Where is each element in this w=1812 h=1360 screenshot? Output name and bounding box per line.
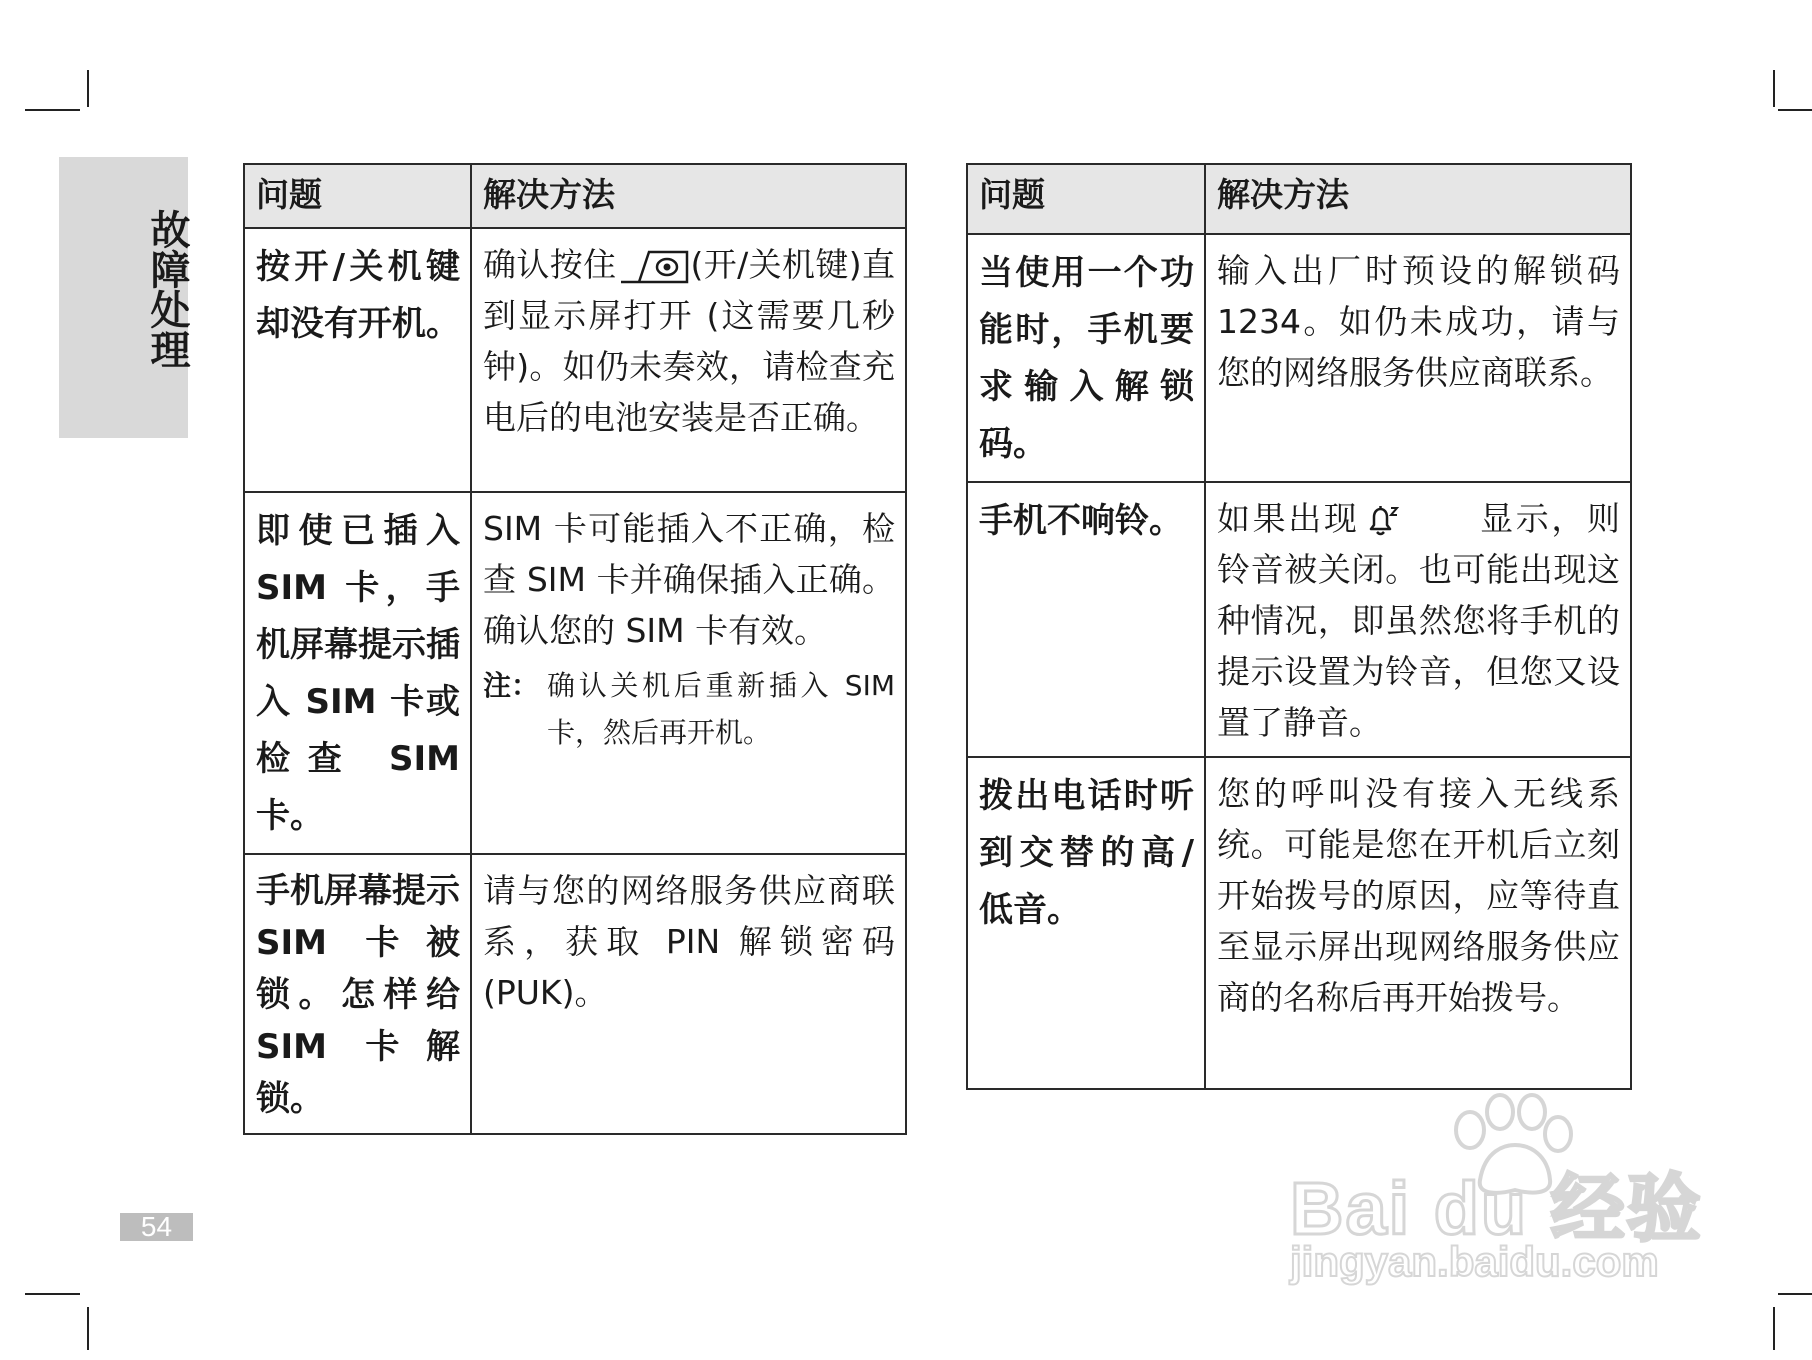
- solution-text: 显示，则铃音被关闭。也可能出现这种情况，即虽然您将手机的提示设置为铃音，但您又设置了静音。: [1217, 499, 1620, 742]
- note-text: 确认关机后重新插入 SIM 卡，然后再开机。: [547, 669, 895, 749]
- crop-mark: [25, 1293, 80, 1295]
- crop-mark: [1773, 1307, 1775, 1350]
- solution-cell: [471, 492, 906, 854]
- column-header-problem: 问题: [244, 164, 471, 228]
- column-header-problem: 问题: [967, 164, 1205, 234]
- table-row: [967, 482, 1631, 757]
- crop-mark: [87, 70, 89, 107]
- crop-mark: [1773, 70, 1775, 107]
- baidu-watermark: [1280, 1090, 1710, 1290]
- problem-cell: 手机屏幕提示 SIM 卡被锁。怎样给 SIM 卡解锁。: [244, 854, 471, 1134]
- watermark-brand: Bai du 经验: [1290, 1167, 1703, 1250]
- table-row: [244, 854, 906, 1134]
- table-row: [967, 234, 1631, 482]
- solution-cell: 您的呼叫没有接入无线系统。可能是您在开机后立刻开始拨号的原因，应等待直至显示屏出现网络服务供应商的名称后再开始拨号。: [1205, 757, 1631, 1089]
- table-row: [967, 757, 1631, 1089]
- note: [483, 662, 895, 756]
- note-label: 注：: [483, 669, 540, 702]
- table-header-row: [967, 164, 1631, 234]
- table-header-row: [244, 164, 906, 228]
- section-tab: [59, 157, 191, 438]
- solution-cell: 请与您的网络服务供应商联系，获取 PIN 解锁密码 (PUK)。: [471, 854, 906, 1134]
- problem-cell: 即使已插入 SIM 卡，手机屏幕提示插入 SIM 卡或检查 SIM 卡。: [244, 492, 471, 854]
- section-title: 故障处理: [144, 209, 191, 369]
- solution-text: 如果出现: [1217, 499, 1360, 538]
- problem-cell: 按开/关机键却没有开机。: [244, 228, 471, 492]
- problem-cell: 手机不响铃。: [967, 482, 1205, 757]
- solution-text: (开/关机键)直到显示屏打开 (这需要几秒钟)。如仍未奏效，请检查充电后的电池安装是否正确。: [483, 245, 895, 437]
- crop-mark: [25, 109, 80, 111]
- page-number: 54: [120, 1213, 193, 1241]
- crop-mark: [87, 1307, 89, 1350]
- troubleshooting-table-left: [243, 163, 907, 1135]
- table-row: [244, 228, 906, 492]
- solution-text: SIM 卡可能插入不正确，检查 SIM 卡并确保插入正确。确认您的 SIM 卡有效。: [483, 509, 895, 650]
- problem-cell: 当使用一个功能时，手机要求输入解锁码。: [967, 234, 1205, 482]
- power-key-icon: [619, 249, 689, 285]
- solution-text: 确认按住: [483, 245, 617, 284]
- solution-cell: 输入出厂时预设的解锁码 1234。如仍未成功，请与您的网络服务供应商联系。: [1205, 234, 1631, 482]
- solution-cell: [471, 228, 906, 492]
- troubleshooting-table-right: [966, 163, 1632, 1090]
- column-header-solution: 解决方法: [471, 164, 906, 228]
- crop-mark: [1778, 109, 1812, 111]
- column-header-solution: 解决方法: [1205, 164, 1631, 234]
- crop-mark: [1778, 1293, 1812, 1295]
- solution-cell: [1205, 482, 1631, 757]
- silent-bell-icon: [1366, 505, 1400, 537]
- problem-cell: 拨出电话时听到交替的高/低音。: [967, 757, 1205, 1089]
- table-row: [244, 492, 906, 854]
- watermark-url: jingyan.baidu.com: [1290, 1238, 1659, 1285]
